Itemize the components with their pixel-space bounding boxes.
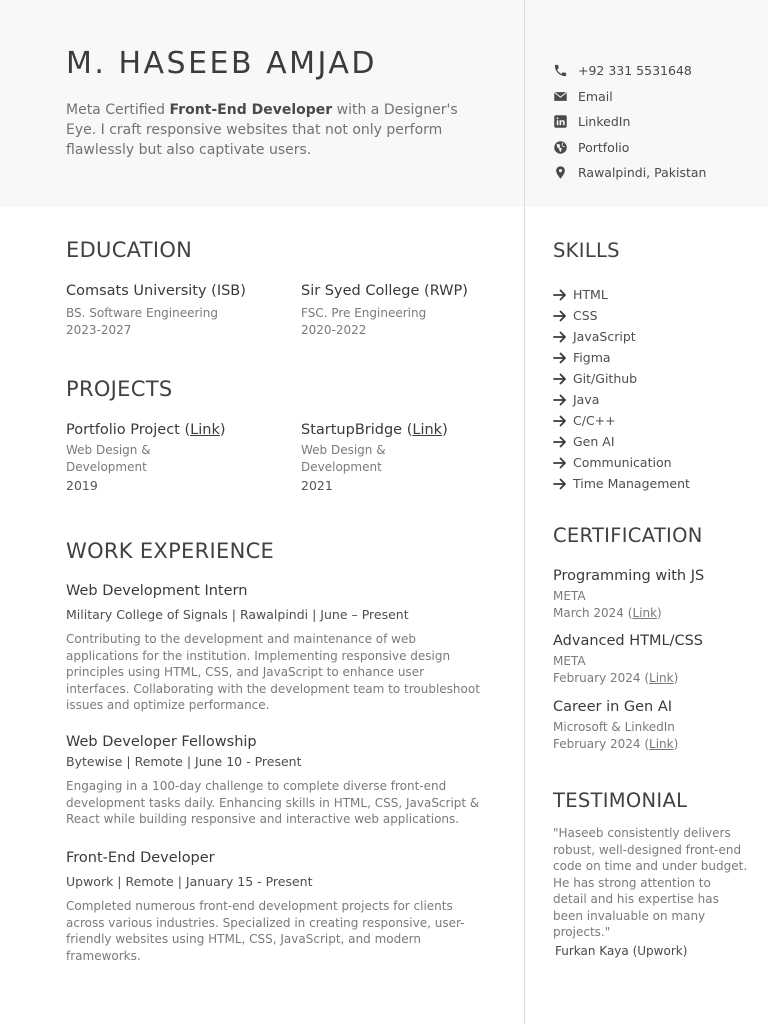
project-link[interactable]: Link [412, 422, 443, 438]
arrow-right-icon [553, 457, 567, 469]
skill-item [553, 284, 690, 305]
education-degree: FSC. Pre Engineering [301, 306, 427, 320]
project-item [66, 422, 226, 493]
education-school: Sir Syed College (RWP) [301, 283, 468, 299]
testimonial-author: Furkan Kaya (Upwork) [555, 944, 688, 958]
skill-item [553, 410, 690, 431]
skill-label: Java [573, 392, 600, 407]
arrow-right-icon [553, 331, 567, 343]
cert-details: META February 2024 (Link) [553, 654, 679, 685]
tagline-prefix: Meta Certified [66, 102, 170, 118]
project-title: Portfolio Project (Link) [66, 422, 226, 438]
certification-heading: CERTIFICATION [553, 524, 703, 547]
cert-date: February 2024 [553, 671, 641, 685]
project-link[interactable]: Link [190, 422, 220, 438]
education-heading: EDUCATION [66, 238, 193, 262]
location-pin-icon [553, 165, 568, 180]
project-item [301, 422, 451, 493]
project-title: StartupBridge (Link) [301, 422, 448, 438]
skill-item [553, 347, 690, 368]
skill-item [553, 326, 690, 347]
column-divider [524, 0, 525, 1024]
arrow-right-icon [553, 394, 567, 406]
contact-phone [553, 58, 758, 84]
skill-label: C/C++ [573, 413, 616, 428]
skill-label: CSS [573, 308, 598, 323]
testimonial-heading: TESTIMONIAL [553, 789, 688, 812]
education-item [66, 283, 281, 338]
contact-location [553, 160, 758, 186]
cert-details: Microsoft & LinkedIn February 2024 (Link) [553, 720, 679, 751]
cert-link[interactable]: Link [632, 606, 658, 620]
cert-link[interactable]: Link [649, 737, 674, 751]
certification-item [553, 699, 758, 753]
job-meta: Bytewise | Remote | June 10 - Present [66, 754, 302, 769]
certification-item [553, 568, 758, 622]
globe-icon [553, 140, 568, 155]
job-meta: Upwork | Remote | January 15 - Present [66, 874, 313, 889]
arrow-right-icon [553, 478, 567, 490]
job-role: Front-End Developer [66, 850, 215, 866]
job-role: Web Development Intern [66, 583, 248, 599]
contact-linkedin[interactable] [553, 109, 758, 135]
portfolio-link[interactable]: Portfolio [578, 139, 630, 155]
arrow-right-icon [553, 373, 567, 385]
cert-name: Career in Gen AI [553, 699, 673, 715]
skill-label: Time Management [573, 476, 690, 491]
cert-name: Programming with JS [553, 568, 705, 584]
arrow-right-icon [553, 310, 567, 322]
job-description: Engaging in a 100-day challenge to complete diverse front-end development tasks daily. Enhancing skills in HTML, CSS, JavaScript & React while building responsive and interactive web applications. [66, 779, 480, 826]
project-name: StartupBridge [301, 422, 403, 438]
arrow-right-icon [553, 415, 567, 427]
skill-item [553, 473, 690, 494]
project-category: Web Design & Development [66, 443, 151, 474]
skills-heading: SKILLS [553, 239, 620, 262]
email-icon [553, 89, 568, 104]
arrow-right-icon [553, 289, 567, 301]
project-name: Portfolio Project [66, 422, 180, 438]
job-role: Web Developer Fellowship [66, 734, 257, 750]
project-year: 2021 [301, 478, 333, 493]
cert-link[interactable]: Link [649, 671, 674, 685]
contact-portfolio[interactable] [553, 135, 758, 161]
tagline [66, 100, 476, 160]
work-item [66, 734, 486, 828]
arrow-right-icon [553, 436, 567, 448]
job-description: Contributing to the development and maintenance of web applications for the institution. Implementing responsive design principles using HTML, CSS, and JavaScript to enhance user interfaces. Collaborating with the development team to troubleshoot issues and optimize performance. [66, 632, 480, 712]
skill-label: Communication [573, 455, 672, 470]
arrow-right-icon [553, 352, 567, 364]
contact-email[interactable] [553, 84, 758, 110]
phone-icon [553, 63, 568, 78]
projects-heading: PROJECTS [66, 377, 173, 401]
skill-item [553, 389, 690, 410]
skill-item [553, 305, 690, 326]
location-text: Rawalpindi, Pakistan [578, 165, 707, 181]
email-link[interactable]: Email [578, 88, 613, 104]
skill-label: Git/Github [573, 371, 638, 386]
skills-list [553, 284, 690, 494]
cert-issuer: META [553, 589, 586, 603]
contact-list [553, 58, 758, 186]
work-item [66, 583, 486, 714]
job-meta: Military College of Signals | Rawalpindi | June – Present [66, 607, 409, 622]
education-degree: BS. Software Engineering [66, 306, 218, 320]
skill-label: JavaScript [573, 329, 636, 344]
education-school: Comsats University (ISB) [66, 283, 246, 299]
cert-date: February 2024 [553, 737, 641, 751]
linkedin-link[interactable]: LinkedIn [578, 114, 631, 130]
skill-label: HTML [573, 287, 608, 302]
skill-label: Gen AI [573, 434, 615, 449]
linkedin-icon [553, 114, 568, 129]
work-item [66, 850, 486, 964]
cert-issuer: META [553, 654, 586, 668]
education-years: 2023-2027 [66, 322, 132, 337]
skill-item [553, 452, 690, 473]
candidate-name: M. HASEEB AMJAD [66, 46, 377, 81]
tagline-suffix: with a Designer's Eye. I craft responsive websites that not only perform flawlessly but also captivate users. [66, 102, 458, 158]
certification-item [553, 633, 758, 687]
project-category: Web Design & Development [301, 443, 386, 474]
skill-label: Figma [573, 350, 611, 365]
tagline-role: Front-End Developer [169, 102, 333, 118]
cert-details: META March 2024 (Link) [553, 589, 662, 620]
testimonial-quote: "Haseeb consistently delivers robust, well-designed front-end code on time and under budget. He has strong attention to detail and his expertise has been invaluable on many projects." [553, 826, 748, 939]
phone-text: +92 331 5531648 [578, 63, 692, 79]
job-description: Completed numerous front-end development projects for clients across various industries. Specialized in creating responsive, user-friendly websites using HTML, CSS, JavaScript, and modern frameworks. [66, 899, 465, 963]
education-item [301, 283, 516, 338]
cert-name: Advanced HTML/CSS [553, 633, 703, 649]
skill-item [553, 368, 690, 389]
cert-date: March 2024 [553, 606, 624, 620]
project-year: 2019 [66, 478, 98, 493]
skill-item [553, 431, 690, 452]
cert-issuer: Microsoft & LinkedIn [553, 720, 675, 734]
work-experience-heading: WORK EXPERIENCE [66, 539, 275, 563]
education-years: 2020-2022 [301, 322, 367, 337]
